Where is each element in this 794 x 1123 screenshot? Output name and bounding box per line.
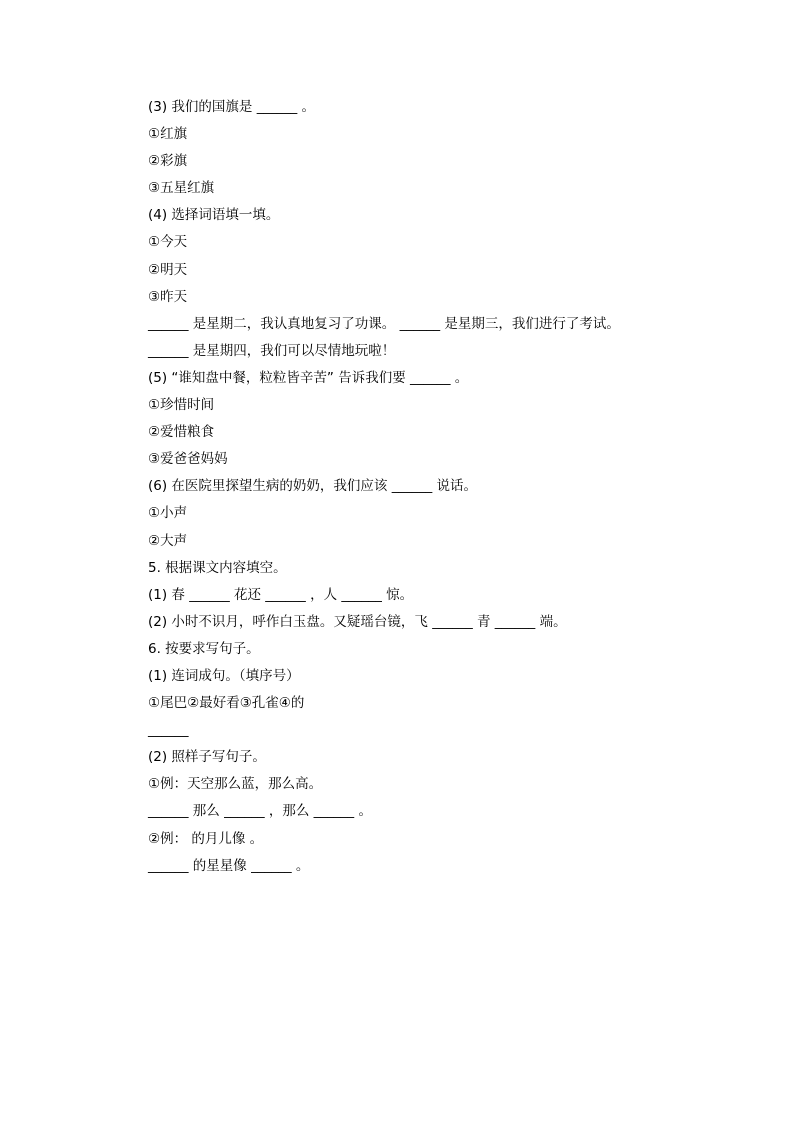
question-4-sentence-2: ______ 是星期四，我们可以尽情地玩啦！ (148, 342, 396, 359)
question-4-prompt: (4) 选择词语填一填。 (148, 207, 280, 224)
question-3-prompt: (3) 我们的国旗是 ______ 。 (148, 99, 315, 115)
question-4-option-3: ③昨天 (148, 288, 188, 305)
question-3-option-2: ②彩旗 (148, 153, 188, 170)
section-6-item-1-answer-blank: ______ (148, 722, 189, 739)
question-6-option-2: ②大声 (148, 532, 188, 549)
section-6-example-2-blank: ______ 的星星像 ______ 。 (148, 857, 310, 874)
question-6-option-1: ①小声 (148, 505, 188, 522)
section-5-heading: 5. 根据课文内容填空。 (148, 559, 287, 576)
section-6-heading: 6. 按要求写句子。 (148, 640, 260, 657)
question-5-prompt: (5) “谁知盘中餐，粒粒皆辛苦” 告诉我们要 ______ 。 (148, 369, 469, 386)
question-5-option-1: ①珍惜时间 (148, 397, 215, 414)
question-6-prompt: (6) 在医院里探望生病的奶奶，我们应该 ______ 说话。 (148, 478, 477, 495)
question-4-option-1: ①今天 (148, 234, 188, 251)
section-6-item-1-words: ①尾巴②最好看③孔雀④的 (148, 695, 305, 712)
section-6-example-1: ①例：天空那么蓝，那么高。 (148, 776, 323, 793)
section-6-item-2-prompt: (2) 照样子写句子。 (148, 749, 266, 766)
question-4-option-2: ②明天 (148, 261, 188, 278)
question-4-sentence-1: ______ 是星期二，我认真地复习了功课。 ______ 是星期三，我们进行了考试。 (148, 315, 620, 332)
question-3-option-1: ①红旗 (148, 126, 188, 143)
section-5-item-2: (2) 小时不识月，呼作白玉盘。又疑瑶台镜，飞 ______ 青 ______ 端。 (148, 613, 567, 630)
section-5-item-1: (1) 春 ______ 花还 ______ ，人 ______ 惊。 (148, 586, 414, 603)
question-5-option-3: ③爱爸爸妈妈 (148, 451, 228, 468)
section-6-item-1-prompt: (1) 连词成句。（填序号） (148, 667, 300, 684)
worksheet-content (148, 94, 668, 880)
section-6-example-2: ②例： 的月儿像 。 (148, 830, 264, 847)
section-6-example-1-blank: ______ 那么 ______ ，那么 ______ 。 (148, 803, 372, 820)
question-3-option-3: ③五星红旗 (148, 180, 215, 197)
question-5-option-2: ②爱惜粮食 (148, 424, 215, 441)
